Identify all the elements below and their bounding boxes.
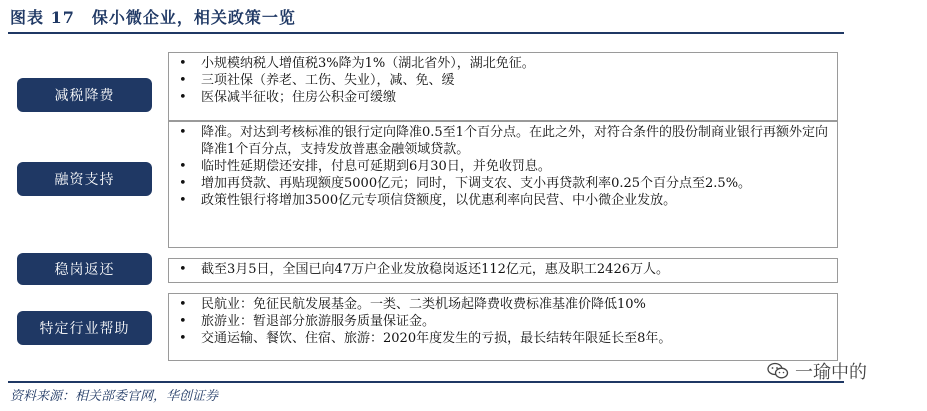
- category-label-tax: 减税降费: [17, 78, 152, 112]
- list-item: • 交通运输、餐饮、住宿、旅游：2020年度发生的亏损，最长结转年限延长至8年。: [175, 330, 829, 347]
- policy-box-financing: [168, 121, 838, 248]
- page-title: 图表 17 保小微企业，相关政策一览: [10, 8, 296, 27]
- watermark: [767, 358, 867, 384]
- category-label-employment: 稳岗返还: [17, 253, 152, 285]
- policy-box-tax: [168, 52, 838, 121]
- wechat-icon: [767, 362, 789, 380]
- list-item: • 截至3月5日，全国已向47万户企业发放稳岗返还112亿元，惠及职工2426万人。: [175, 261, 829, 278]
- list-item: • 三项社保（养老、工伤、失业），减、免、缓: [175, 72, 829, 89]
- list-item: • 降准。对达到考核标准的银行定向降准0.5至1个百分点。在此之外，对符合条件的股份制商业银行再额外定向降准1个百分点，支持发放普惠金融领域贷款。: [175, 124, 829, 158]
- watermark-text: 一瑜中的: [795, 362, 867, 383]
- list-item: • 小规模纳税人增值税3%降为1%（湖北省外），湖北免征。: [175, 55, 829, 72]
- category-label-industry: 特定行业帮助: [17, 311, 152, 345]
- list-item: • 旅游业：暂退部分旅游服务质量保证金。: [175, 313, 829, 330]
- list-item: • 临时性延期偿还安排，付息可延期到6月30日，并免收罚息。: [175, 158, 829, 175]
- list-item: • 增加再贷款、再贴现额度5000亿元；同时，下调支农、支小再贷款利率0.25个百分点至2.5%。: [175, 175, 829, 192]
- list-item: • 政策性银行将增加3500亿元专项信贷额度，以优惠利率向民营、中小微企业发放。: [175, 192, 829, 209]
- divider-top: [8, 32, 844, 34]
- category-label-financing: 融资支持: [17, 162, 152, 196]
- source-note: 资料来源：相关部委官网，华创证券: [10, 389, 219, 404]
- divider-bottom: [8, 381, 844, 383]
- policy-box-industry: [168, 293, 838, 361]
- policy-box-employment: [168, 258, 838, 283]
- list-item: • 民航业：免征民航发展基金。一类、二类机场起降费收费标准基准价降低10%: [175, 296, 829, 313]
- list-item: • 医保减半征收；住房公积金可缓缴: [175, 89, 829, 106]
